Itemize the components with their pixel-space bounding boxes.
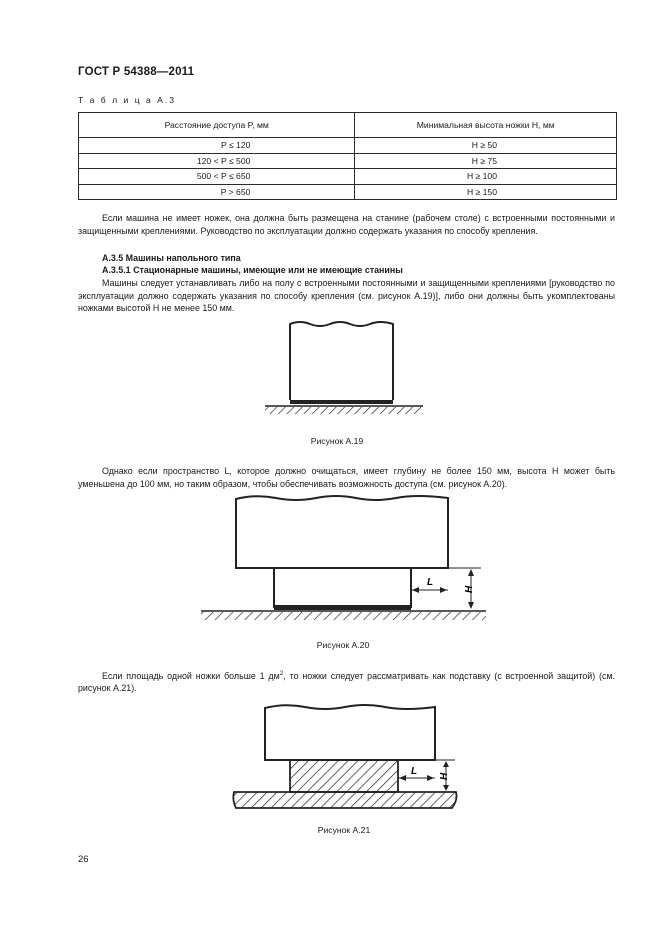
access-height-table — [78, 112, 617, 200]
table-caption: Т а б л и ц а А.3 — [78, 95, 177, 105]
figure-caption: Рисунок А.20 — [316, 640, 370, 650]
figure-caption: Рисунок А.19 — [310, 436, 364, 446]
label-h: H — [464, 585, 475, 593]
figure-a19 — [255, 318, 435, 418]
table-row — [79, 138, 617, 154]
paragraph — [78, 668, 615, 695]
label-l: L — [427, 577, 434, 588]
table-cell: P ≤ 120 — [79, 138, 355, 154]
paragraph-text: Однако если пространство L, которое должно очищаться, имеет глубину не более 150 мм, высота H может быть уменьшена до 100 мм, но таким образом, чтобы обеспечивать возможность доступа (см. рисунок А.20). — [78, 466, 615, 489]
superscript: 2 — [279, 670, 284, 677]
table-header-row — [79, 113, 617, 138]
column-header: Минимальная высота ножки H, мм — [355, 113, 617, 138]
page-number: 26 — [78, 854, 89, 865]
section-heading: А.3.5 Машины напольного типа — [102, 253, 241, 263]
table-cell: H ≥ 50 — [355, 138, 617, 154]
paragraph-text: Если машина не имеет ножек, она должна быть размещена на станине (рабочем столе) с встроенными постоянными и защищенными креплениями. Руководство по эксплуатации должно содержать указания по способу крепления. — [78, 213, 615, 236]
table-row — [79, 184, 617, 200]
paragraph-text: Машины следует устанавливать либо на полу с встроенными постоянными и защищенными креплениями [руководство по эксплуатации должно содержать указания по способу крепления (см. рисунок А.19)], либо они должны быть укомплектованы ножками высотой H не менее 150 мм. — [78, 278, 615, 313]
label-h: H — [439, 772, 450, 780]
paragraph — [78, 277, 615, 315]
paragraph-text: Если площадь одной ножки больше 1 дм — [102, 670, 280, 681]
figure-a20 — [196, 490, 491, 625]
figure-caption: Рисунок А.21 — [317, 825, 371, 835]
table-cell: 120 < P ≤ 500 — [79, 153, 355, 169]
document-header: ГОСТ Р 54388—2011 — [78, 66, 195, 78]
table-cell: H ≥ 150 — [355, 184, 617, 200]
table-row — [79, 169, 617, 185]
table-cell: 500 < P ≤ 650 — [79, 169, 355, 185]
paragraph — [78, 465, 615, 490]
label-l: L — [411, 766, 418, 777]
table-cell: H ≥ 100 — [355, 169, 617, 185]
paragraph — [78, 212, 615, 237]
table-cell: P > 650 — [79, 184, 355, 200]
figure-a21 — [230, 700, 460, 815]
table-row — [79, 153, 617, 169]
subsection-heading: А.3.5.1 Стационарные машины, имеющие или не имеющие станины — [102, 265, 403, 275]
column-header: Расстояние доступа P, мм — [79, 113, 355, 138]
paragraph-text: , то ножки следует рассматривать как подставку (с встроенной защитой) (см. рисунок А.21). — [78, 670, 616, 694]
table-cell: H ≥ 75 — [355, 153, 617, 169]
